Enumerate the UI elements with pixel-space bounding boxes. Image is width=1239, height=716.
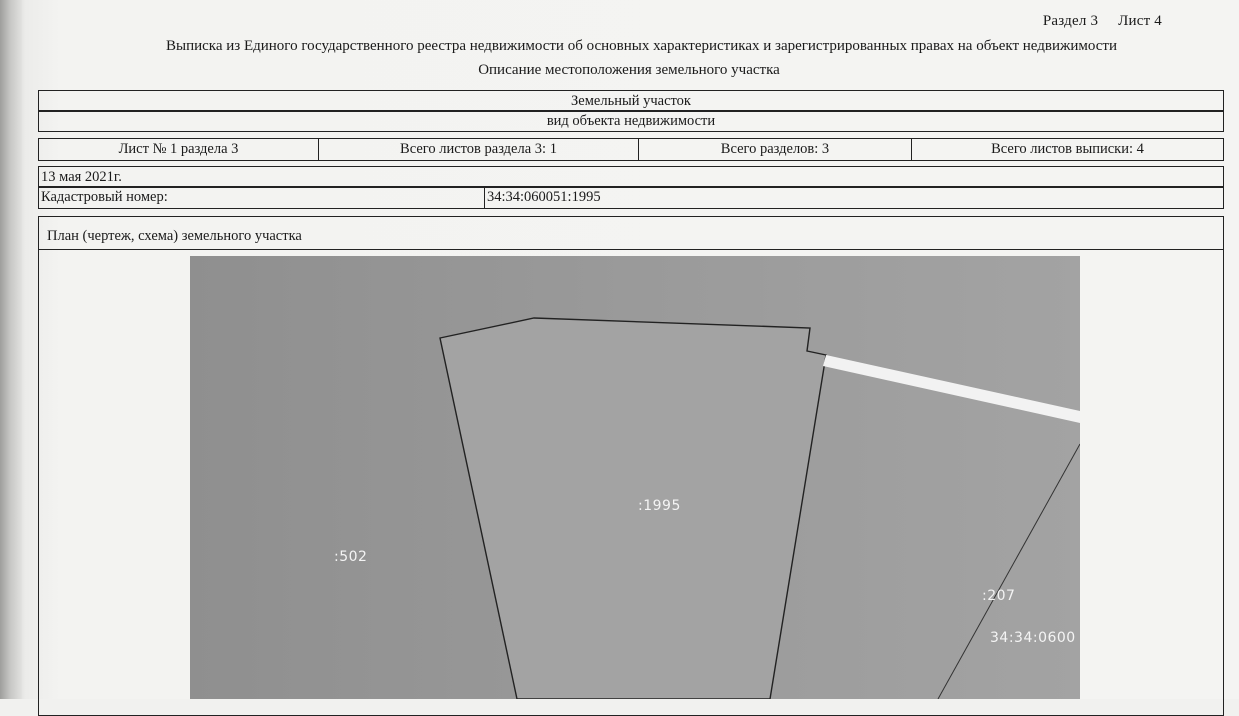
total-sections-cell	[639, 139, 912, 160]
total-sheets-extract: Всего листов выписки: 4	[991, 141, 1144, 157]
date-row	[38, 166, 1224, 188]
parcel-plan-svg	[190, 256, 1080, 699]
cadastral-label-cell	[39, 187, 485, 208]
total-sheets-section: Всего листов раздела 3: 1	[400, 141, 557, 157]
parcel-502-label: :502	[334, 549, 368, 565]
extract-date: 13 мая 2021г.	[41, 168, 122, 185]
cadastral-label: Кадастровый номер:	[41, 189, 168, 205]
object-name: Земельный участок	[571, 92, 691, 109]
sheet-of-section-cell	[39, 139, 319, 160]
previous-page-edge	[0, 0, 22, 699]
total-sheets-section-cell	[319, 139, 639, 160]
document-subtitle: Описание местоположения земельного участка	[478, 62, 780, 78]
document-title: Выписка из Единого государственного реестра недвижимости об основных характеристиках и зарегистрированных правах на объект недвижимости	[165, 38, 1117, 54]
cadastral-number: 34:34:060051:1995	[487, 189, 601, 205]
sheet-info-row	[38, 138, 1224, 161]
cadastral-row	[38, 186, 1224, 209]
plan-divider	[39, 249, 1223, 250]
plan-caption: План (чертеж, схема) земельного участка	[47, 228, 302, 244]
cadastral-number-cell	[485, 187, 1223, 208]
sheet-of-section: Лист № 1 раздела 3	[118, 141, 239, 157]
section-sheet-header	[1043, 13, 1162, 30]
total-sections: Всего разделов: 3	[720, 141, 830, 157]
parcel-1995-label: :1995	[638, 498, 681, 514]
cadastral-quarter-label: 34:34:0600	[990, 630, 1076, 646]
total-sheets-extract-cell	[912, 139, 1223, 160]
object-kind-caption: вид объекта недвижимости	[546, 112, 716, 129]
sheet-number: Лист 4	[1118, 13, 1162, 29]
parcel-plan-map	[190, 256, 1080, 699]
parcel-207-label: :207	[982, 588, 1016, 604]
object-kind-row	[38, 110, 1224, 132]
section-number: Раздел 3	[1042, 13, 1099, 29]
object-name-row	[38, 90, 1224, 112]
